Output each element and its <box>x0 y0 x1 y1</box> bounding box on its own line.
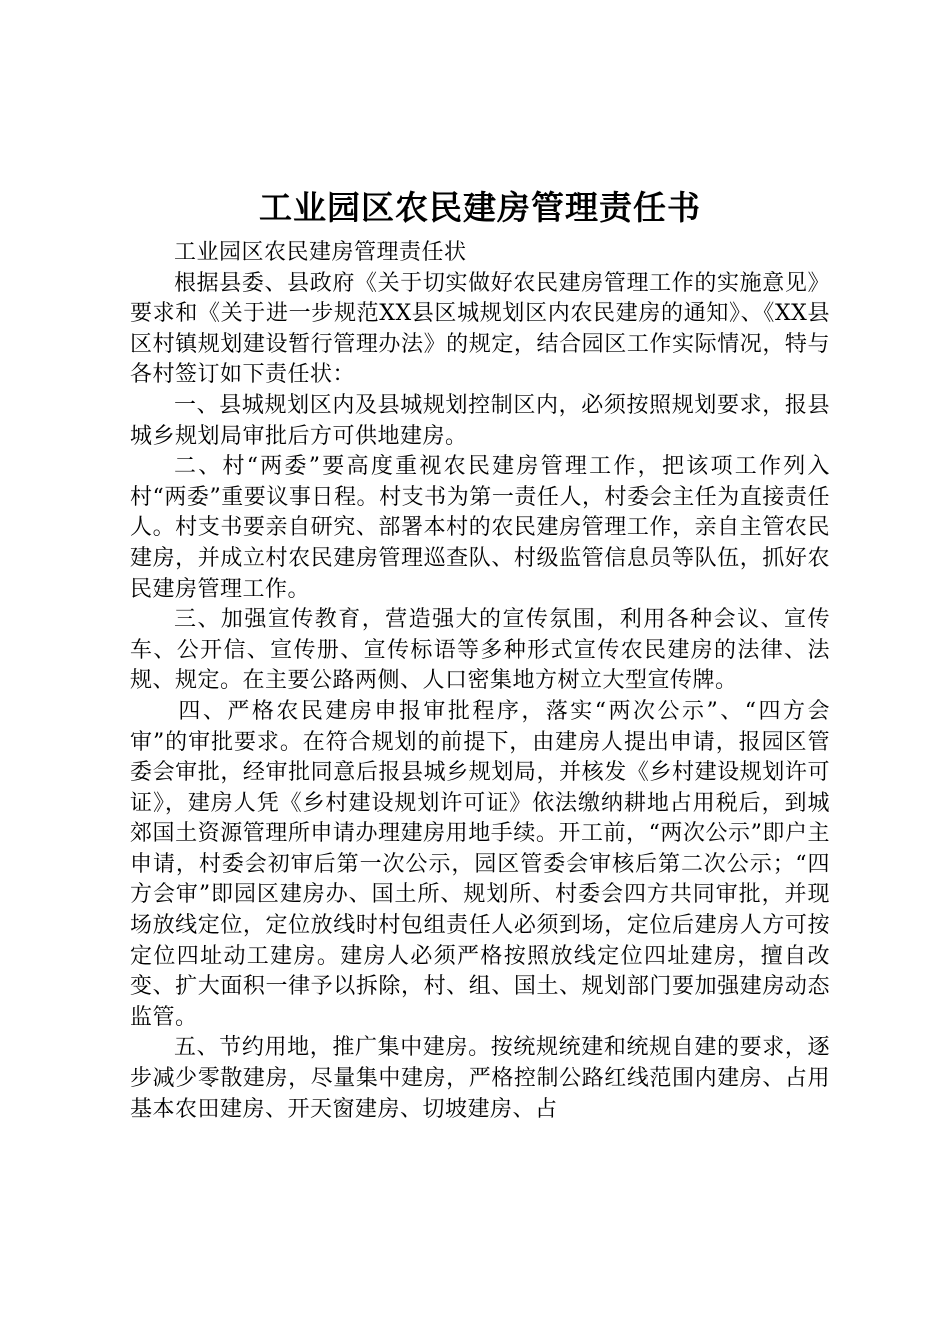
document-body <box>130 186 830 1125</box>
clause-5-paragraph: 五、节约用地，推广集中建房。按统规统建和统规自建的要求，逐步减少零散建房，尽量集中建房，严格控制公路红线范围内建房、占用基本农田建房、开天窗建房、切坡建房、占 <box>130 1035 830 1122</box>
clause-2-paragraph: 二、村“两委”要高度重视农民建房管理工作，把该项工作列入村“两委”重要议事日程。村支书为第一责任人，村委会主任为直接责任人。村支书要亲自研究、部署本村的农民建房管理工作，亲自主管农民建房，并成立村农民建房管理巡查队、村级监管信息员等队伍，抓好农民建房管理工作。 <box>130 454 830 602</box>
subtitle-paragraph: 工业园区农民建房管理责任状 <box>174 240 467 265</box>
clause-4-paragraph: 四、严格农民建房申报审批程序，落实“两次公示”、“四方会审”的审批要求。在符合规划的前提下，由建房人提出申请，报园区管委会审批，经审批同意后报县城乡规划局，并核发《乡村建设规划许可证》，建房人凭《乡村建设规划许可证》依法缴纳耕地占用税后，到城郊国土资源管理所申请办理建房用地手续。开工前，“两次公示”即户主申请，村委会初审后第一次公示，园区管委会审核后第二次公示；“四方会审”即园区建房办、国土所、规划所、村委会四方共同审批，并现场放线定位，定位放线时村包组责任人必须到场，定位后建房人方可按定位四址动工建房。建房人必须严格按照放线定位四址建房，擅自改变、扩大面积一律予以拆除，村、组、国土、规划部门要加强建房动态监管。 <box>130 698 830 1030</box>
intro-paragraph: 根据县委、县政府《关于切实做好农民建房管理工作的实施意见》要求和《关于进一步规范XX县区城规划区内农民建房的通知》、《XX县区村镇规划建设暂行管理办法》的规定，结合园区工作实际情况，特与各村签订如下责任状： <box>130 270 830 388</box>
clause-3-paragraph: 三、加强宣传教育，营造强大的宣传氛围，利用各种会议、宣传车、公开信、宣传册、宣传标语等多种形式宣传农民建房的法律、法规、规定。在主要公路两侧、人口密集地方树立大型宣传牌。 <box>130 607 830 694</box>
clause-1-paragraph: 一、县城规划区内及县城规划控制区内，必须按照规划要求，报县城乡规划局审批后方可供地建房。 <box>130 392 830 449</box>
document-title: 工业园区农民建房管理责任书 <box>259 188 701 227</box>
